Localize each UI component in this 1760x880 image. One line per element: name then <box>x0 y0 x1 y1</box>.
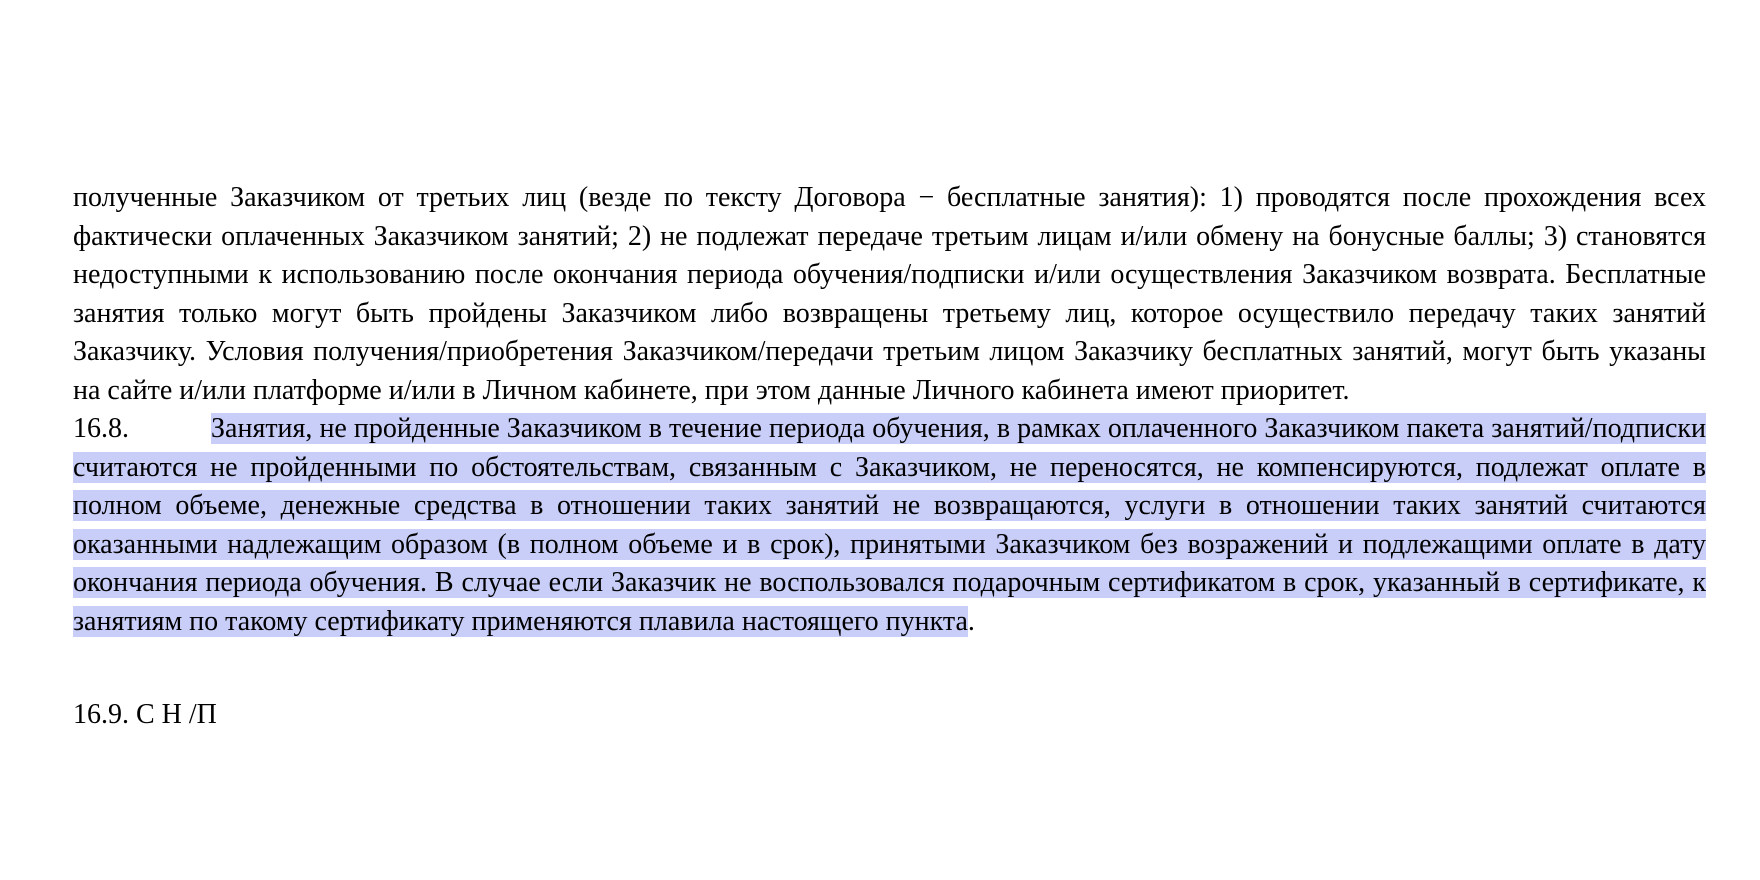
next-paragraph-fragment <box>73 699 1273 730</box>
document-page <box>73 179 1706 641</box>
paragraph-16-8-end: . <box>967 605 975 637</box>
paragraph-prev-text: полученные Заказчиком от третьих лиц (везде по тексту Договора − бесплатные занятия): 1) проводятся после прохождения всех фактически оплаченных Заказчиком занятий; 2) не подлежат передаче третьим лицам и/или обмену на бонусные баллы; 3) становятся недоступными к использованию после окончания периода обучения/подписки и/или осуществления Заказчиком возврата. Бесплатные занятия только могут быть пройдены Заказчиком либо возвращены третьему лиц, которое осуществило передачу таких занятий Заказчику. Условия получения/приобретения Заказчиком/передачи третьим лицом Заказчику бесплатных занятий, могут быть указаны на сайте и/или платформе и/или в Личном кабинете, при этом данные Личного кабинета имеют приоритет. <box>73 182 1706 406</box>
selected-text[interactable]: Занятия, не пройденные Заказчиком в течение периода обучения, в рамках оплаченного Заказчиком пакета занятий/подписки считаются не пройденными по обстоятельствам, связанным с Заказчиком, не переносятся, не компенсируются, подлежат оплате в полном объеме, денежные средства в отношении таких занятий не возвращаются, услуги в отношении таких занятий считаются оказанными надлежащим образом (в полном объеме и в срок), принятыми Заказчиком без возражений и подлежащими оплате в дату окончания периода обучения. В случае если Заказчик не воспользовался подарочным сертификатом в срок, указанный в сертификате, к занятиям по такому сертификату применяются плавила настоящего пункта <box>73 413 1706 637</box>
next-paragraph-fragment-text: 16.9. С Н /П <box>73 699 217 730</box>
paragraph-prev <box>73 179 1706 410</box>
paragraph-16-8-number: 16.8. <box>73 413 129 444</box>
paragraph-16-8 <box>73 410 1706 641</box>
